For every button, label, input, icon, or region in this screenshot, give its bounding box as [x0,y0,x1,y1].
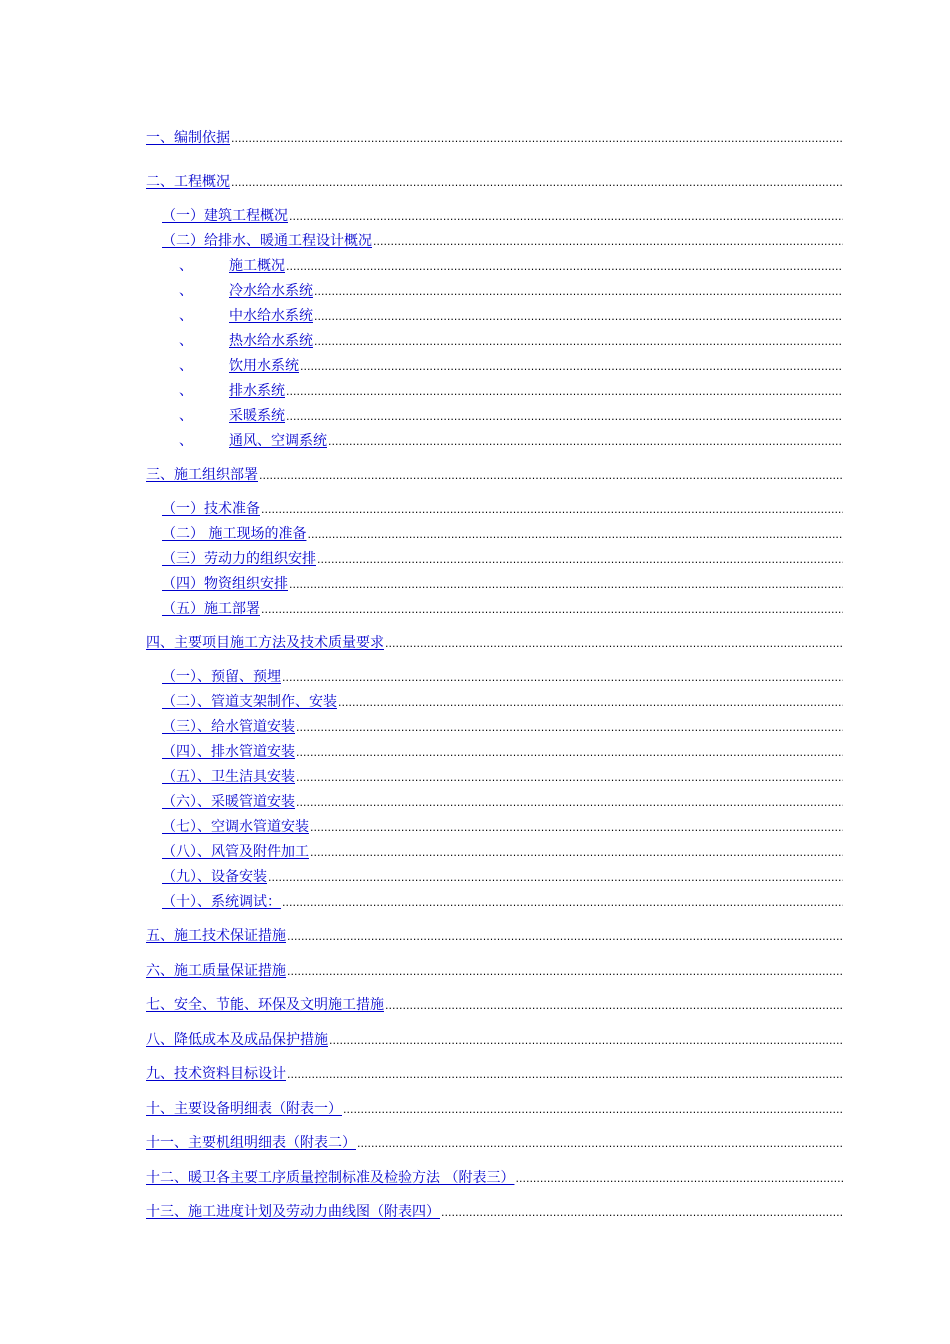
dot-leader [287,926,843,948]
toc-number: 、 [179,433,193,449]
toc-link[interactable]: 七、安全、节能、环保及文明施工措施 [146,997,384,1013]
dot-leader [307,524,843,546]
toc-entry-1[interactable] [146,127,843,149]
toc-entry-2-2-3[interactable] [179,305,843,327]
dot-leader [441,1202,843,1224]
toc-entry-2-2-4[interactable] [179,330,843,352]
dot-leader [286,256,843,278]
toc-entry-6[interactable] [146,960,843,982]
toc-entry-3-4[interactable] [162,573,843,595]
dot-leader [373,231,843,253]
toc-number: 、 [179,333,193,349]
toc-entry-11[interactable] [146,1132,843,1154]
toc-link[interactable]: （四）物资组织安排 [162,576,288,592]
toc-link[interactable]: （一）、预留、预埋 [162,669,281,685]
toc-entry-4-4[interactable] [162,741,843,763]
dot-leader [314,331,843,353]
dot-leader [343,1099,843,1121]
toc-number: 、 [179,383,193,399]
toc-link[interactable]: （六）、采暖管道安装 [162,794,295,810]
toc-entry-2-2[interactable] [162,230,843,252]
dot-leader [385,995,843,1017]
dot-leader [282,667,843,689]
toc-label: 热水给水系统 [229,333,313,349]
toc-link[interactable]: 十、主要设备明细表（附表一） [146,1101,342,1117]
dot-leader [515,1168,843,1190]
dot-leader [289,206,843,228]
dot-leader [282,892,843,914]
toc-entry-4-5[interactable] [162,766,843,788]
toc-entry-2-2-1[interactable] [179,255,843,277]
dot-leader [357,1133,843,1155]
toc-entry-2-2-6[interactable] [179,380,843,402]
toc-link[interactable]: 六、施工质量保证措施 [146,963,286,979]
toc-entry-3[interactable] [146,464,843,486]
toc-label: 通风、空调系统 [229,433,327,449]
toc-entry-5[interactable] [146,925,843,947]
toc-entry-4-6[interactable] [162,791,843,813]
toc-label: 施工概况 [229,258,285,274]
toc-link[interactable]: （二）、管道支架制作、安装 [162,694,337,710]
toc-label: 冷水给水系统 [229,283,313,299]
toc-label: 中水给水系统 [229,308,313,324]
toc-entry-2-2-8[interactable] [179,430,843,452]
dot-leader [296,742,843,764]
dot-leader [329,1030,843,1052]
toc-entry-4-2[interactable] [162,691,843,713]
toc-entry-13[interactable] [146,1201,843,1223]
toc-link[interactable]: 二、工程概况 [146,174,230,190]
toc-entry-3-2[interactable] [162,523,843,545]
toc-link[interactable]: （三）劳动力的组织安排 [162,551,316,567]
toc-label: 饮用水系统 [229,358,299,374]
toc-link[interactable] [179,255,285,277]
toc-link[interactable]: 十一、主要机组明细表（附表二） [146,1135,356,1151]
toc-link[interactable] [179,330,313,352]
dot-leader [317,549,843,571]
dot-leader [296,767,843,789]
dot-leader [296,717,843,739]
dot-leader [310,842,843,864]
toc-link[interactable] [179,380,285,402]
toc-entry-2-2-7[interactable] [179,405,843,427]
dot-leader [300,356,843,378]
dot-leader [289,574,843,596]
dot-leader [338,692,843,714]
toc-entry-4-3[interactable] [162,716,843,738]
dot-leader [268,867,843,889]
toc-entry-4-7[interactable] [162,816,843,838]
toc-entry-4-10[interactable] [162,891,843,913]
toc-entry-3-1[interactable] [162,498,843,520]
dot-leader [314,306,843,328]
toc-number: 、 [179,308,193,324]
toc-entry-2-2-2[interactable] [179,280,843,302]
toc-link[interactable]: （十）、系统调试： [162,894,281,910]
toc-label: 采暖系统 [229,408,285,424]
toc-entry-4-9[interactable] [162,866,843,888]
dot-leader [231,172,843,194]
toc-link[interactable] [179,405,285,427]
dot-leader [261,499,843,521]
toc-link[interactable]: （八）、风管及附件加工 [162,844,309,860]
toc-link[interactable]: 一、编制依据 [146,130,230,146]
dot-leader [310,817,843,839]
dot-leader [286,406,843,428]
dot-leader [231,128,843,150]
toc-number: 、 [179,258,193,274]
toc-link[interactable]: （九）、设备安装 [162,869,267,885]
toc-number: 、 [179,358,193,374]
toc-link[interactable] [179,430,327,452]
dot-leader [328,431,843,453]
toc-link[interactable] [179,305,313,327]
toc-link[interactable]: （一）技术准备 [162,501,260,517]
dot-leader [287,1064,843,1086]
toc-link[interactable]: （三）、给水管道安装 [162,719,295,735]
toc-entry-9[interactable] [146,1063,843,1085]
toc-entry-2-1[interactable] [162,205,843,227]
toc-link[interactable]: 三、施工组织部署 [146,467,258,483]
toc-entry-3-5[interactable] [162,598,843,620]
toc-link[interactable]: （五）施工部署 [162,601,260,617]
toc-link[interactable]: （七）、空调水管道安装 [162,819,309,835]
toc-number: 、 [179,283,193,299]
toc-link[interactable]: 九、技术资料目标设计 [146,1066,286,1082]
dot-leader [385,633,843,655]
dot-leader [261,599,843,621]
toc-link[interactable]: 五、施工技术保证措施 [146,928,286,944]
toc-link[interactable]: （四）、排水管道安装 [162,744,295,760]
toc-entry-7[interactable] [146,994,843,1016]
toc-entry-2[interactable] [146,171,843,193]
toc-link[interactable]: 十三、施工进度计划及劳动力曲线图（附表四） [146,1204,440,1220]
toc-link[interactable]: 四、主要项目施工方法及技术质量要求 [146,635,384,651]
toc-entry-4-1[interactable] [162,666,843,688]
toc-link[interactable]: （五）、卫生洁具安装 [162,769,295,785]
toc-link[interactable]: 十二、暖卫各主要工序质量控制标准及检验方法 （附表三） [146,1170,515,1186]
toc-entry-3-3[interactable] [162,548,843,570]
toc-label: 排水系统 [229,383,285,399]
dot-leader [259,465,843,487]
dot-leader [286,381,843,403]
toc-link[interactable]: （二）给排水、暖通工程设计概况 [162,233,372,249]
toc-entry-8[interactable] [146,1029,843,1051]
toc-entry-4[interactable] [146,632,843,654]
toc-link[interactable] [179,355,299,377]
toc-link[interactable]: （一）建筑工程概况 [162,208,288,224]
toc-number: 、 [179,408,193,424]
toc-entry-2-2-5[interactable] [179,355,843,377]
dot-leader [287,961,843,983]
toc-entry-10[interactable] [146,1098,843,1120]
toc-entry-12[interactable] [146,1167,843,1189]
toc-link[interactable]: （二） 施工现场的准备 [162,526,307,542]
toc-entry-4-8[interactable] [162,841,843,863]
toc-link[interactable] [179,280,313,302]
toc-link[interactable]: 八、降低成本及成品保护措施 [146,1032,328,1048]
dot-leader [296,792,843,814]
dot-leader [314,281,843,303]
